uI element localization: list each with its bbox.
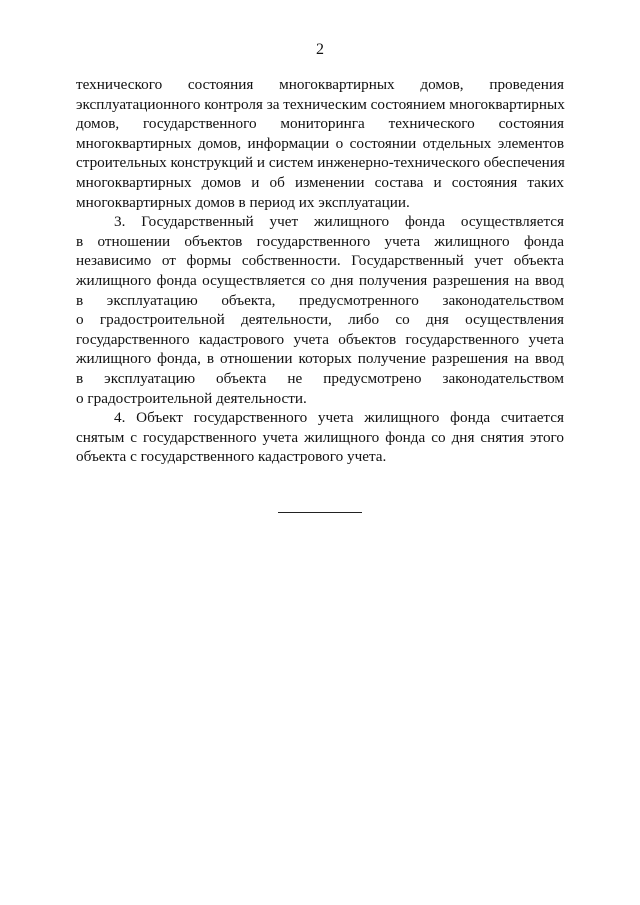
text-line: 3. Государственный учет жилищного фонда осуществляется [114,213,564,231]
text-line: о градостроительной деятельности. [76,389,307,407]
text-line: домов, государственного мониторинга технического состояния [76,115,564,133]
text-line: объекта с государственного кадастрового учета. [76,448,387,466]
page-number: 2 [316,41,324,58]
text-line: строительных конструкций и систем инженерно-технического обеспечения [76,154,565,172]
text-line: 4. Объект государственного учета жилищного фонда считается [114,409,564,427]
text-line: многоквартирных домов, информации о состоянии отдельных элементов [76,134,564,152]
text-line: эксплуатационного контроля за техническим состоянием многоквартирных [76,95,565,113]
text-line: о градостроительной деятельности, либо со дня осуществления [76,311,564,329]
text-line: государственного кадастрового учета объектов государственного учета [76,330,564,348]
text-line: жилищного фонда осуществляется со дня получения разрешения на ввод [76,271,564,289]
end-divider-line [278,512,362,513]
text-line: в отношении объектов государственного учета жилищного фонда [76,232,564,250]
paragraph-continuation [76,75,564,212]
paragraph-item-3 [76,212,564,408]
text-line: жилищного фонда, в отношении которых получение разрешения на ввод [76,350,564,368]
paragraph-item-4 [76,408,564,467]
text-line: независимо от формы собственности. Государственный учет объекта [76,252,564,270]
document-body [76,75,564,467]
text-line: в эксплуатацию объекта не предусмотрено законодательством [76,369,564,387]
text-line: технического состояния многоквартирных домов, проведения [76,76,564,93]
text-line: многоквартирных домов в период их эксплуатации. [76,193,410,211]
text-line: многоквартирных домов и об изменении состава и состояния таких [76,173,564,191]
text-line: в эксплуатацию объекта, предусмотренного законодательством [76,291,564,309]
text-line: снятым с государственного учета жилищного фонда со дня снятия этого [76,428,564,446]
